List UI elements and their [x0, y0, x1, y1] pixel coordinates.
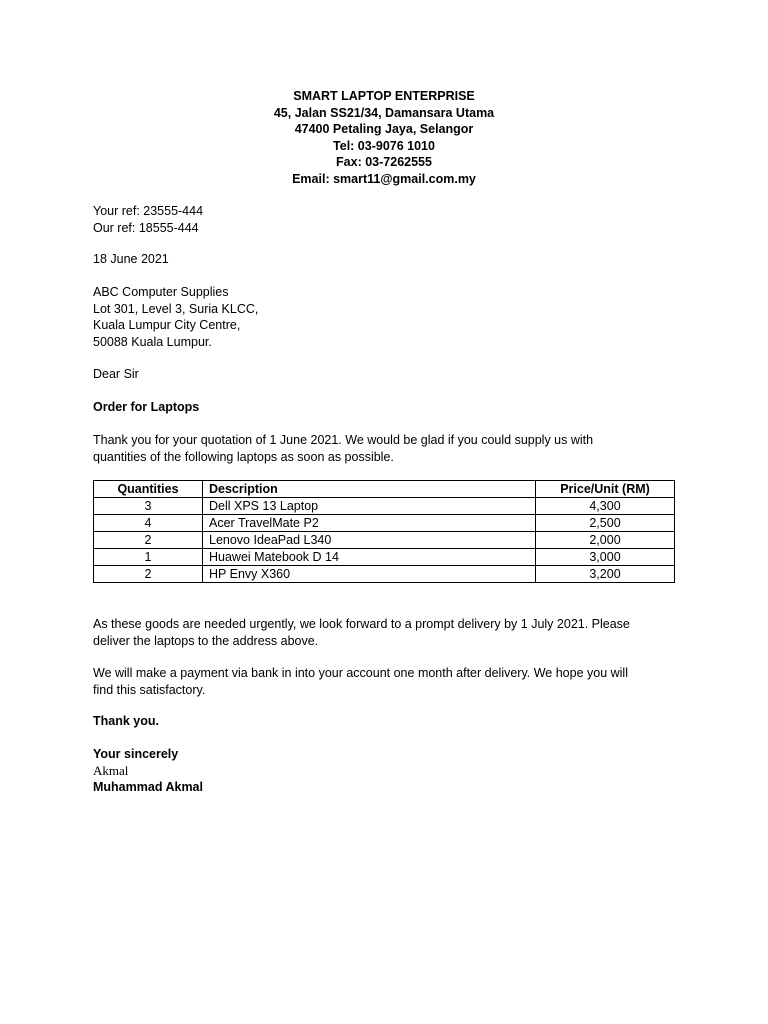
cell-price: 3,200: [536, 566, 675, 583]
signature: Akmal: [93, 762, 129, 778]
header-quantities: Quantities: [94, 481, 203, 498]
signatory-name: Muhammad Akmal: [93, 780, 203, 794]
cell-qty: 2: [94, 532, 203, 549]
cell-description: Acer TravelMate P2: [203, 515, 536, 532]
recipient-line3: 50088 Kuala Lumpur.: [93, 334, 212, 349]
cell-price: 2,000: [536, 532, 675, 549]
delivery-line2: deliver the laptops to the address above.: [93, 633, 319, 648]
cell-qty: 1: [94, 549, 203, 566]
recipient-address: [93, 284, 683, 350]
cell-price: 2,500: [536, 515, 675, 532]
intro-paragraph: [93, 432, 683, 465]
cell-description: HP Envy X360: [203, 566, 536, 583]
cell-qty: 2: [94, 566, 203, 583]
delivery-paragraph: [93, 616, 683, 649]
company-address-line1: 45, Jalan SS21/34, Damansara Utama: [273, 105, 495, 120]
reference-block: [93, 203, 683, 236]
company-email: Email: smart11@gmail.com.my: [292, 171, 476, 186]
delivery-line1: As these goods are needed urgently, we look forward to a prompt delivery by 1 July 2021. Please: [93, 617, 630, 631]
cell-description: Dell XPS 13 Laptop: [203, 498, 536, 515]
intro-line2: quantities of the following laptops as soon as possible.: [93, 449, 394, 464]
table-row: [94, 566, 675, 583]
our-ref: Our ref: 18555-444: [93, 220, 199, 235]
cell-description: Huawei Matebook D 14: [203, 549, 536, 566]
your-ref: Your ref: 23555-444: [93, 204, 204, 218]
company-tel: Tel: 03-9076 1010: [333, 138, 435, 153]
thanks-line: Thank you.: [93, 714, 159, 728]
company-address-line2: 47400 Petaling Jaya, Selangor: [294, 122, 474, 136]
intro-line1: Thank you for your quotation of 1 June 2021. We would be glad if you could supply us with: [93, 433, 594, 447]
salutation: Dear Sir: [93, 367, 139, 381]
company-name: SMART LAPTOP ENTERPRISE: [293, 89, 475, 103]
company-fax: Fax: 03-7262555: [336, 155, 432, 169]
recipient-line2: Kuala Lumpur City Centre,: [93, 318, 241, 332]
table-row: [94, 515, 675, 532]
subject-line: Order for Laptops: [93, 400, 200, 414]
table-header-row: [94, 481, 675, 498]
cell-qty: 4: [94, 515, 203, 532]
sign-off: [93, 746, 683, 796]
cell-price: 4,300: [536, 498, 675, 515]
table-row: [94, 549, 675, 566]
payment-paragraph: [93, 665, 683, 698]
letterhead: [0, 88, 768, 187]
recipient-line1: Lot 301, Level 3, Suria KLCC,: [93, 301, 259, 316]
header-description: Description: [203, 481, 536, 498]
cell-description: Lenovo IdeaPad L340: [203, 532, 536, 549]
order-table: [93, 480, 675, 583]
payment-line2: find this satisfactory.: [93, 682, 206, 697]
closing-line: Your sincerely: [93, 747, 179, 761]
letter-date: 18 June 2021: [93, 252, 169, 266]
header-price: Price/Unit (RM): [536, 481, 675, 498]
cell-qty: 3: [94, 498, 203, 515]
cell-price: 3,000: [536, 549, 675, 566]
payment-line1: We will make a payment via bank in into your account one month after delivery. We hope you will: [93, 666, 628, 680]
table-row: [94, 532, 675, 549]
table-row: [94, 498, 675, 515]
recipient-name: ABC Computer Supplies: [93, 285, 229, 299]
